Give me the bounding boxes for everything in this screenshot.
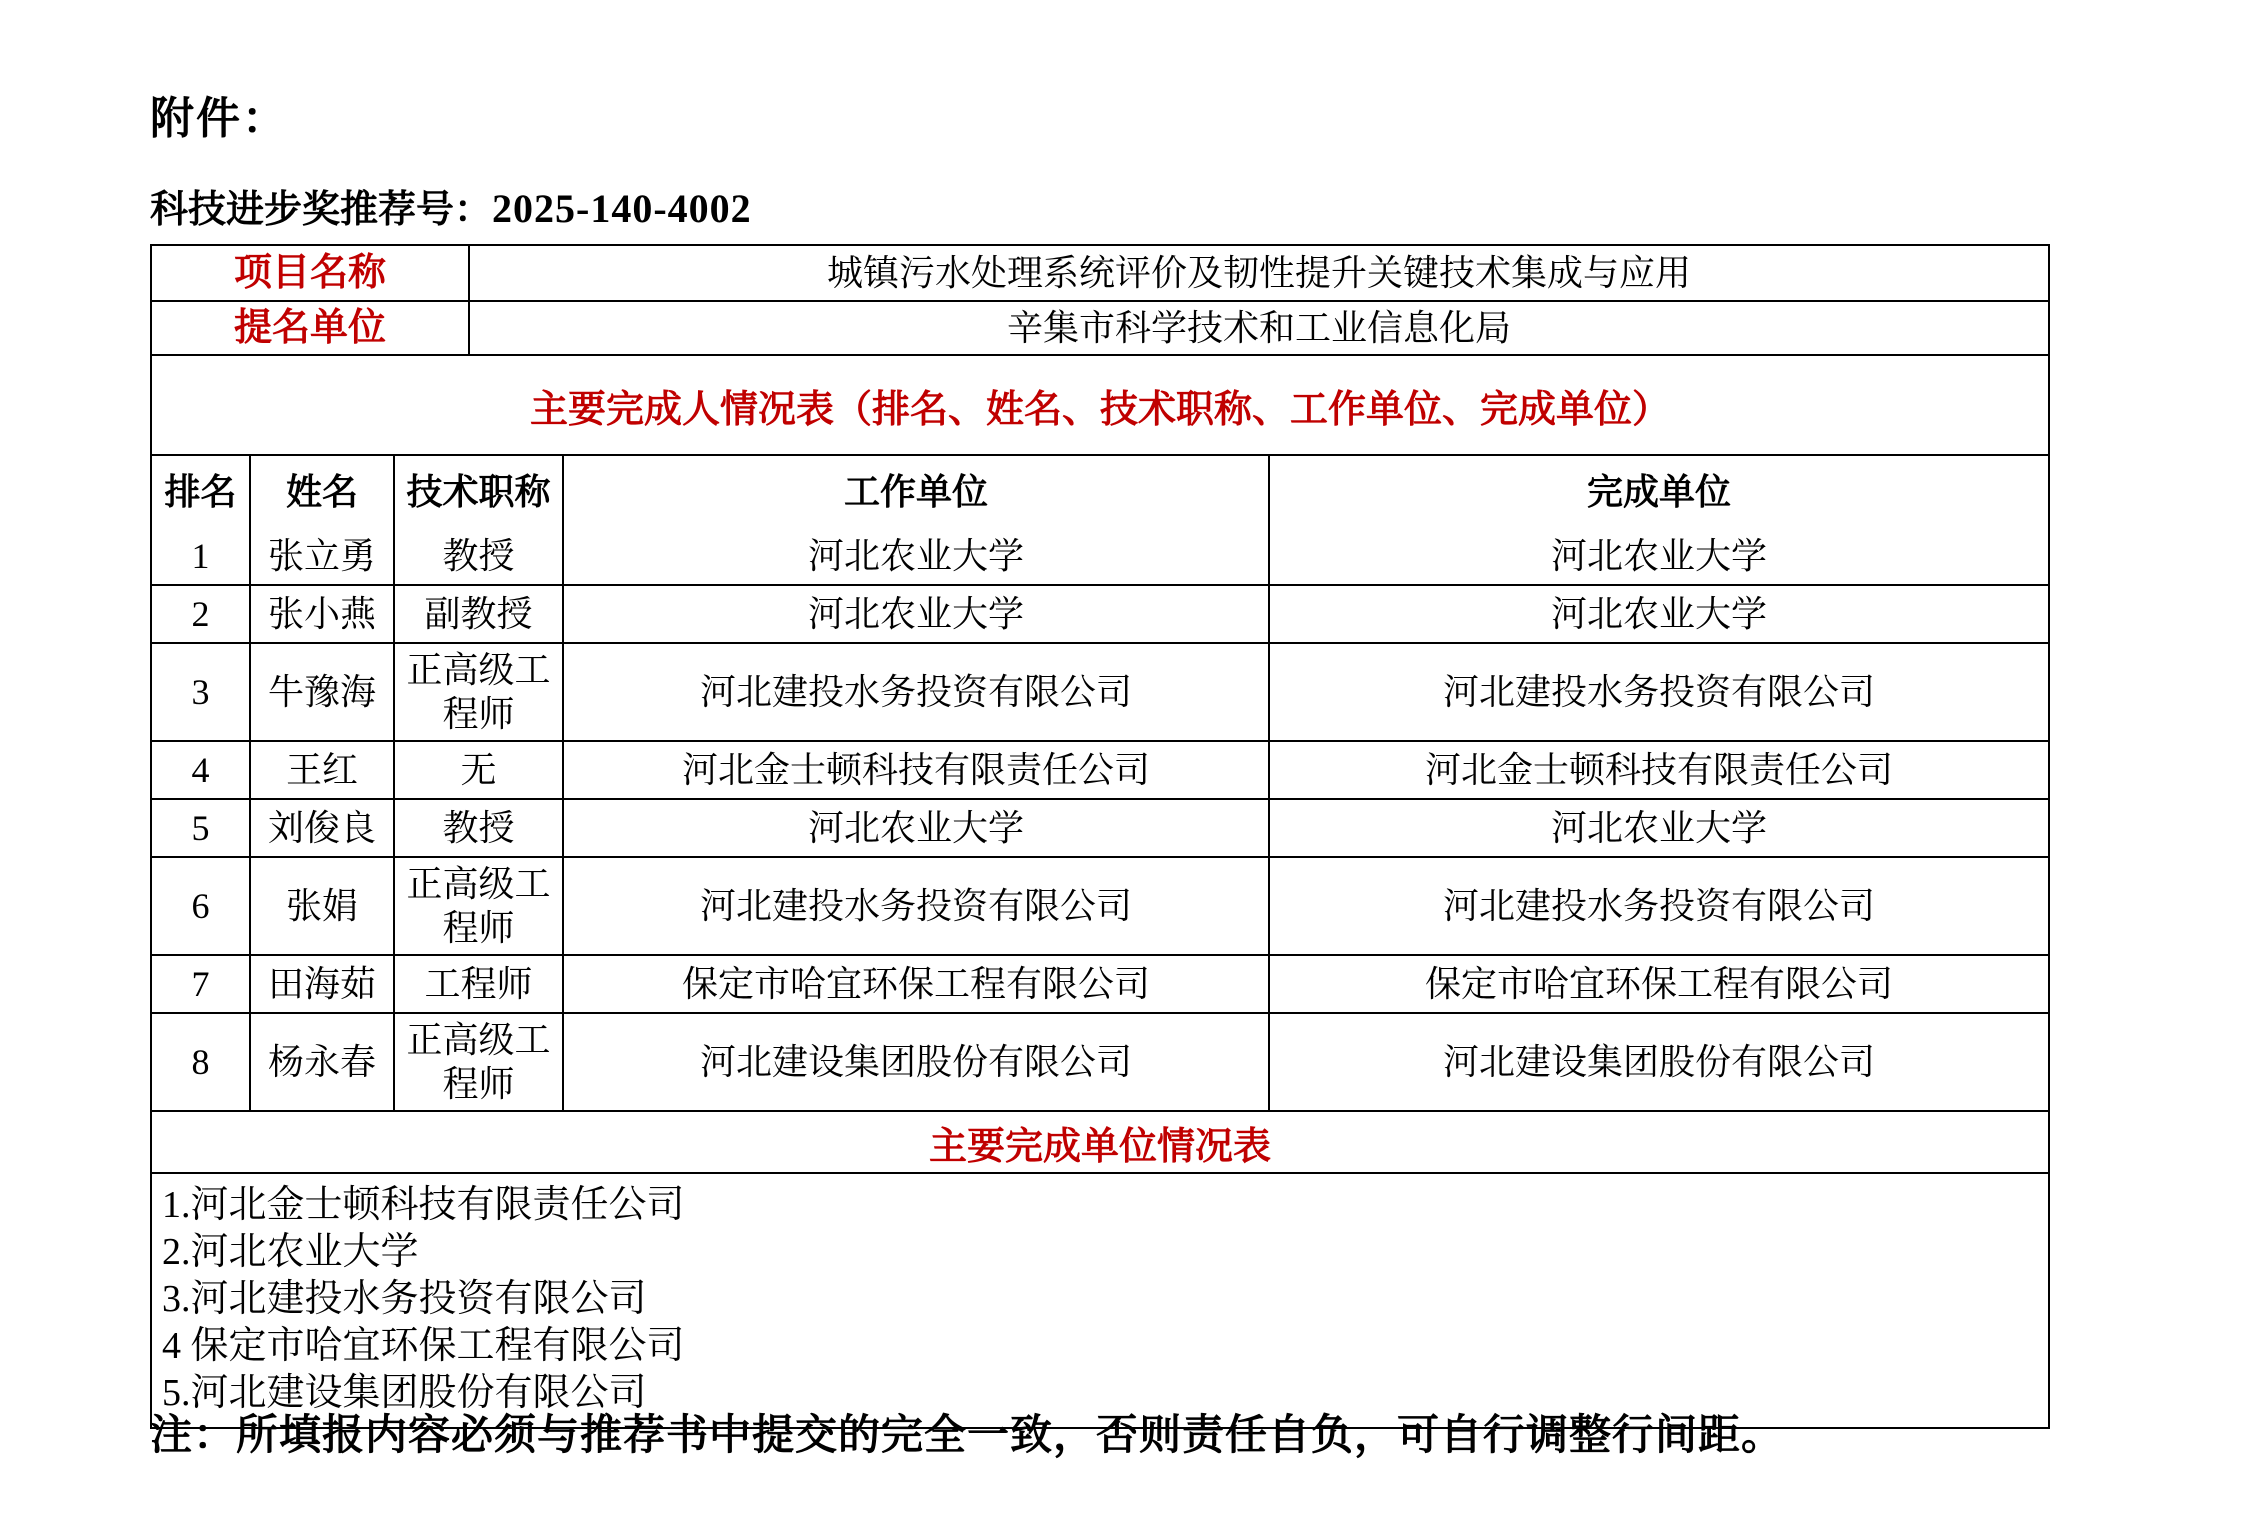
completer-name: 张立勇 bbox=[249, 528, 393, 584]
completer-tech-title: 无 bbox=[393, 742, 562, 798]
completer-work-unit: 河北建设集团股份有限公司 bbox=[562, 1014, 1268, 1110]
completer-completion-unit: 河北农业大学 bbox=[1268, 528, 2048, 584]
completer-rank: 7 bbox=[191, 964, 210, 1004]
completer-name: 杨永春 bbox=[249, 1014, 393, 1110]
completer-completion-unit: 河北农业大学 bbox=[1268, 800, 2048, 856]
completer-row bbox=[152, 856, 2048, 954]
completer-completion-unit: 保定市哈宜环保工程有限公司 bbox=[1268, 956, 2048, 1012]
completer-tech-title: 教授 bbox=[393, 800, 562, 856]
completer-work-unit: 保定市哈宜环保工程有限公司 bbox=[562, 956, 1268, 1012]
completion-units-section-title: 主要完成单位情况表 bbox=[152, 1110, 2048, 1172]
completion-unit-item: 2.河北农业大学 bbox=[162, 1231, 419, 1273]
completer-tech-title: 正高级工程师 bbox=[393, 644, 562, 740]
completer-name: 张小燕 bbox=[249, 586, 393, 642]
completer-work-unit: 河北建投水务投资有限公司 bbox=[562, 858, 1268, 954]
header-work-unit: 工作单位 bbox=[562, 456, 1268, 528]
header-name: 姓名 bbox=[249, 456, 393, 528]
project-name-label: 项目名称 bbox=[233, 252, 386, 294]
nominating-unit-row bbox=[152, 300, 2048, 354]
main-table bbox=[150, 244, 2050, 1429]
completer-work-unit: 河北农业大学 bbox=[562, 800, 1268, 856]
completer-tech-title: 副教授 bbox=[393, 586, 562, 642]
completers-header-row bbox=[152, 454, 2048, 528]
completer-completion-unit: 河北金士顿科技有限责任公司 bbox=[1268, 742, 2048, 798]
project-name-value: 城镇污水处理系统评价及韧性提升关键技术集成与应用 bbox=[468, 246, 2048, 300]
completer-tech-title: 正高级工程师 bbox=[393, 1014, 562, 1110]
completion-unit-item: 3.河北建投水务投资有限公司 bbox=[162, 1278, 647, 1320]
completer-tech-title: 工程师 bbox=[393, 956, 562, 1012]
header-completion-unit: 完成单位 bbox=[1268, 456, 2048, 528]
completion-units-list bbox=[152, 1172, 2048, 1427]
completer-rank: 5 bbox=[191, 808, 210, 848]
completer-name: 田海茹 bbox=[249, 956, 393, 1012]
completer-tech-title: 教授 bbox=[393, 528, 562, 584]
header-tech-title: 技术职称 bbox=[393, 456, 562, 528]
completer-row bbox=[152, 954, 2048, 1012]
completer-rank: 6 bbox=[191, 886, 210, 926]
completer-name: 牛豫海 bbox=[249, 644, 393, 740]
nominating-unit-label: 提名单位 bbox=[233, 307, 386, 349]
completion-unit-item: 1.河北金士顿科技有限责任公司 bbox=[162, 1184, 685, 1226]
completer-row bbox=[152, 740, 2048, 798]
completer-completion-unit: 河北建投水务投资有限公司 bbox=[1268, 644, 2048, 740]
completer-completion-unit: 河北建投水务投资有限公司 bbox=[1268, 858, 2048, 954]
completer-work-unit: 河北金士顿科技有限责任公司 bbox=[562, 742, 1268, 798]
completer-work-unit: 河北建投水务投资有限公司 bbox=[562, 644, 1268, 740]
completer-work-unit: 河北农业大学 bbox=[562, 586, 1268, 642]
completer-row bbox=[152, 584, 2048, 642]
completers-body bbox=[152, 528, 2048, 1110]
completer-name: 王红 bbox=[249, 742, 393, 798]
completer-rank: 8 bbox=[191, 1042, 210, 1082]
completers-section-title: 主要完成人情况表（排名、姓名、技术职称、工作单位、完成单位） bbox=[152, 354, 2048, 454]
completer-rank: 1 bbox=[191, 536, 210, 576]
completer-rank: 2 bbox=[191, 594, 210, 634]
completer-rank: 3 bbox=[191, 672, 210, 712]
completer-row bbox=[152, 798, 2048, 856]
completer-work-unit: 河北农业大学 bbox=[562, 528, 1268, 584]
completion-unit-item: 4 保定市哈宜环保工程有限公司 bbox=[162, 1325, 685, 1367]
recommendation-number: 2025-140-4002 bbox=[492, 186, 752, 231]
completer-completion-unit: 河北建设集团股份有限公司 bbox=[1268, 1014, 2048, 1110]
header-rank: 排名 bbox=[164, 472, 237, 512]
completer-row bbox=[152, 642, 2048, 740]
recommendation-line bbox=[150, 178, 752, 233]
completer-tech-title: 正高级工程师 bbox=[393, 858, 562, 954]
completer-completion-unit: 河北农业大学 bbox=[1268, 586, 2048, 642]
completer-row bbox=[152, 528, 2048, 584]
footer-note: 注：所填报内容必须与推荐书中提交的完全一致，否则责任自负，可自行调整行间距。 bbox=[150, 1413, 1785, 1459]
recommendation-label: 科技进步奖推荐号： bbox=[150, 189, 493, 231]
completer-name: 张娟 bbox=[249, 858, 393, 954]
attachment-label: 附件： bbox=[150, 94, 288, 143]
completer-row bbox=[152, 1012, 2048, 1110]
project-name-row bbox=[152, 246, 2048, 300]
nominating-unit-value: 辛集市科学技术和工业信息化局 bbox=[468, 302, 2048, 354]
completer-name: 刘俊良 bbox=[249, 800, 393, 856]
completion-unit-item: 5.河北建设集团股份有限公司 bbox=[162, 1372, 647, 1414]
completer-rank: 4 bbox=[191, 750, 210, 790]
